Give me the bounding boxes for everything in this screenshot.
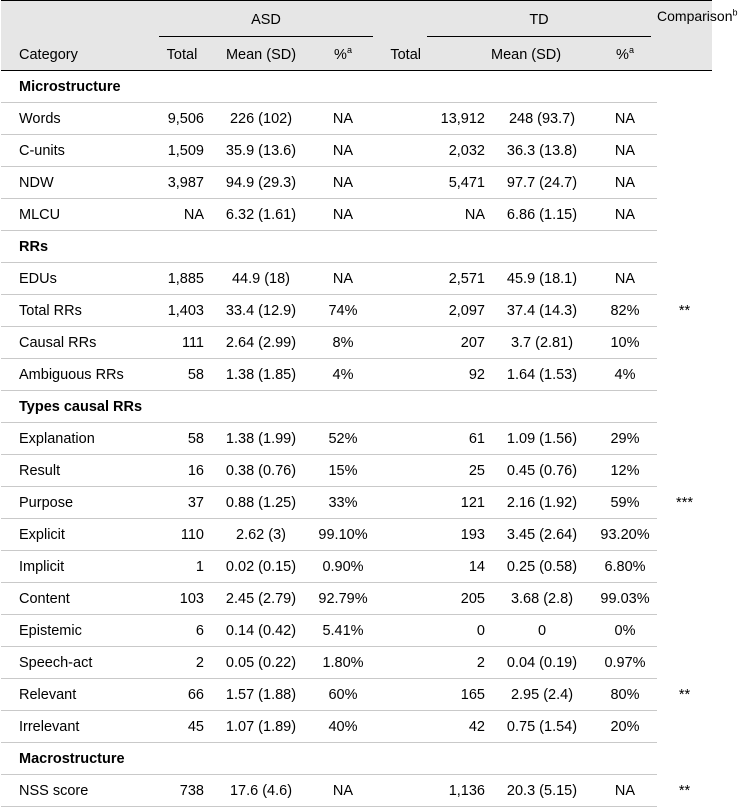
comparison-cell xyxy=(657,391,712,423)
asd-mean-cell: 0.88 (1.25) xyxy=(211,487,311,519)
td-pct-cell: 10% xyxy=(593,327,657,359)
td-pct-cell: 6.80% xyxy=(593,551,657,583)
td-total-cell: 61 xyxy=(375,423,491,455)
table-row xyxy=(1,583,712,615)
comparison-cell xyxy=(657,583,712,615)
comparison-footnote-marker: b xyxy=(732,7,738,18)
asd-total-header: Total xyxy=(153,40,211,71)
td-total-cell: 0 xyxy=(375,615,491,647)
comparison-cell xyxy=(657,551,712,583)
asd-mean-cell: 94.9 (29.3) xyxy=(211,167,311,199)
comparison-cell xyxy=(657,743,712,775)
asd-pct-cell: NA xyxy=(311,167,375,199)
td-pct-cell: 99.03% xyxy=(593,583,657,615)
table-row xyxy=(1,487,712,519)
comparison-cell xyxy=(657,135,712,167)
asd-group-header: ASD xyxy=(159,5,373,37)
td-pct-cell: NA xyxy=(593,103,657,135)
asd-pct-cell: 5.41% xyxy=(311,615,375,647)
td-mean-cell: 0.45 (0.76) xyxy=(491,455,593,487)
asd-total-cell: NA xyxy=(153,199,211,231)
td-mean-cell: 0.75 (1.54) xyxy=(491,711,593,743)
table-row xyxy=(1,135,712,167)
comparison-cell xyxy=(657,615,712,647)
comparison-cell xyxy=(657,103,712,135)
td-pct-cell: 29% xyxy=(593,423,657,455)
td-mean-cell: 6.86 (1.15) xyxy=(491,199,593,231)
td-mean-cell: 45.9 (18.1) xyxy=(491,263,593,295)
asd-mean-cell: 6.32 (1.61) xyxy=(211,199,311,231)
asd-pct-footnote-marker: a xyxy=(346,45,352,56)
asd-pct-cell: 92.79% xyxy=(311,583,375,615)
asd-pct-cell: 74% xyxy=(311,295,375,327)
asd-pct-cell: NA xyxy=(311,263,375,295)
td-pct-cell: NA xyxy=(593,199,657,231)
table-row xyxy=(1,167,712,199)
td-total-cell: 25 xyxy=(375,455,491,487)
asd-pct-cell: 1.80% xyxy=(311,647,375,679)
category-cell: Causal RRs xyxy=(1,327,153,359)
asd-mean-cell: 1.07 (1.89) xyxy=(211,711,311,743)
asd-total-cell: 16 xyxy=(153,455,211,487)
asd-mean-cell: 2.45 (2.79) xyxy=(211,583,311,615)
comparison-cell xyxy=(657,359,712,391)
td-mean-cell: 248 (93.7) xyxy=(491,103,593,135)
td-total-cell: 205 xyxy=(375,583,491,615)
results-table xyxy=(1,0,738,807)
comparison-cell xyxy=(657,167,712,199)
category-cell: Purpose xyxy=(1,487,153,519)
td-total-cell: 2,032 xyxy=(375,135,491,167)
category-cell: EDUs xyxy=(1,263,153,295)
td-total-cell: 2 xyxy=(375,647,491,679)
td-mean-cell: 37.4 (14.3) xyxy=(491,295,593,327)
category-cell: Explanation xyxy=(1,423,153,455)
comparison-cell xyxy=(657,711,712,743)
comparison-cell xyxy=(657,199,712,231)
asd-total-cell: 58 xyxy=(153,423,211,455)
td-pct-cell: NA xyxy=(593,263,657,295)
td-pct-footnote-marker: a xyxy=(628,45,634,56)
td-mean-cell: 3.7 (2.81) xyxy=(491,327,593,359)
table-row xyxy=(1,615,712,647)
section-header-row xyxy=(1,71,712,103)
category-cell: MLCU xyxy=(1,199,153,231)
category-cell: Speech-act xyxy=(1,647,153,679)
td-total-cell: 42 xyxy=(375,711,491,743)
td-total-cell: 207 xyxy=(375,327,491,359)
comparison-cell: ** xyxy=(678,686,691,703)
category-cell: C-units xyxy=(1,135,153,167)
category-cell: Ambiguous RRs xyxy=(1,359,153,391)
asd-pct-cell: NA xyxy=(311,199,375,231)
td-mean-header: Mean (SD) xyxy=(491,40,593,71)
asd-total-cell: 110 xyxy=(153,519,211,551)
comparison-cell xyxy=(657,327,712,359)
table-row xyxy=(1,295,712,327)
asd-pct-cell: 8% xyxy=(311,327,375,359)
table-row xyxy=(1,359,712,391)
category-cell: Implicit xyxy=(1,551,153,583)
asd-total-cell: 66 xyxy=(153,679,211,711)
asd-pct-cell: 52% xyxy=(311,423,375,455)
asd-pct-cell: NA xyxy=(311,135,375,167)
td-pct-cell: 93.20% xyxy=(593,519,657,551)
section-title: RRs xyxy=(1,231,657,263)
category-cell: Explicit xyxy=(1,519,153,551)
asd-pct-cell: 60% xyxy=(311,679,375,711)
td-mean-cell: 36.3 (13.8) xyxy=(491,135,593,167)
asd-total-cell: 1,509 xyxy=(153,135,211,167)
results-table-body xyxy=(1,71,712,807)
table-row xyxy=(1,327,712,359)
td-mean-cell: 2.95 (2.4) xyxy=(491,679,593,711)
td-total-cell: 2,097 xyxy=(375,295,491,327)
asd-total-cell: 111 xyxy=(153,327,211,359)
asd-mean-cell: 0.14 (0.42) xyxy=(211,615,311,647)
table-row xyxy=(1,199,712,231)
td-mean-cell: 0.04 (0.19) xyxy=(491,647,593,679)
asd-total-cell: 58 xyxy=(153,359,211,391)
table-row xyxy=(1,775,712,807)
comparison-header xyxy=(657,1,738,41)
section-title: Macrostructure xyxy=(1,743,657,775)
asd-total-cell: 1,403 xyxy=(153,295,211,327)
asd-mean-header: Mean (SD) xyxy=(211,40,311,71)
td-mean-cell: 1.64 (1.53) xyxy=(491,359,593,391)
comparison-cell xyxy=(657,71,712,103)
td-total-cell: 121 xyxy=(375,487,491,519)
asd-total-cell: 6 xyxy=(153,615,211,647)
category-column-header: Category xyxy=(1,40,153,71)
td-total-cell: NA xyxy=(375,199,491,231)
asd-mean-cell: 0.02 (0.15) xyxy=(211,551,311,583)
section-title: Microstructure xyxy=(1,71,657,103)
td-pct-cell: NA xyxy=(593,775,657,807)
td-mean-cell: 3.68 (2.8) xyxy=(491,583,593,615)
asd-mean-cell: 1.38 (1.99) xyxy=(211,423,311,455)
asd-mean-cell: 226 (102) xyxy=(211,103,311,135)
table-row xyxy=(1,551,712,583)
comparison-cell: ** xyxy=(678,302,691,319)
asd-total-cell: 1,885 xyxy=(153,263,211,295)
td-pct-cell: 80% xyxy=(593,679,657,711)
td-total-cell: 13,912 xyxy=(375,103,491,135)
td-pct-cell: 20% xyxy=(593,711,657,743)
asd-total-cell: 37 xyxy=(153,487,211,519)
category-cell: Irrelevant xyxy=(1,711,153,743)
td-total-header: Total xyxy=(375,40,425,71)
asd-pct-cell: NA xyxy=(311,103,375,135)
td-pct-header-label: % xyxy=(616,47,629,63)
comparison-cell xyxy=(657,231,712,263)
table-row xyxy=(1,679,712,711)
category-cell: Words xyxy=(1,103,153,135)
table-row xyxy=(1,103,712,135)
asd-total-cell: 3,987 xyxy=(153,167,211,199)
td-total-cell: 14 xyxy=(375,551,491,583)
section-header-row xyxy=(1,231,712,263)
asd-total-cell: 1 xyxy=(153,551,211,583)
table-row xyxy=(1,455,712,487)
table-row xyxy=(1,263,712,295)
td-mean-cell: 0 xyxy=(491,615,593,647)
category-cell: Total RRs xyxy=(1,295,153,327)
asd-pct-cell: NA xyxy=(311,775,375,807)
header-row-groups xyxy=(1,1,712,41)
td-total-cell: 1,136 xyxy=(375,775,491,807)
asd-pct-cell: 33% xyxy=(311,487,375,519)
asd-pct-cell: 40% xyxy=(311,711,375,743)
td-total-cell: 92 xyxy=(375,359,491,391)
asd-mean-cell: 17.6 (4.6) xyxy=(211,775,311,807)
comparison-cell: ** xyxy=(678,782,691,799)
category-cell: Result xyxy=(1,455,153,487)
comparison-cell xyxy=(657,647,712,679)
category-cell: NDW xyxy=(1,167,153,199)
td-mean-cell: 3.45 (2.64) xyxy=(491,519,593,551)
asd-mean-cell: 1.57 (1.88) xyxy=(211,679,311,711)
section-header-row xyxy=(1,743,712,775)
td-pct-header xyxy=(593,40,657,71)
asd-mean-cell: 0.38 (0.76) xyxy=(211,455,311,487)
comparison-header-label: Comparison xyxy=(657,8,733,24)
asd-pct-cell: 0.90% xyxy=(311,551,375,583)
asd-total-cell: 9,506 xyxy=(153,103,211,135)
comparison-cell xyxy=(657,455,712,487)
asd-total-cell: 45 xyxy=(153,711,211,743)
asd-mean-cell: 35.9 (13.6) xyxy=(211,135,311,167)
asd-total-cell: 2 xyxy=(153,647,211,679)
asd-mean-cell: 2.62 (3) xyxy=(211,519,311,551)
table-row xyxy=(1,519,712,551)
section-title: Types causal RRs xyxy=(1,391,657,423)
table-row xyxy=(1,711,712,743)
asd-total-cell: 738 xyxy=(153,775,211,807)
category-cell: Relevant xyxy=(1,679,153,711)
table-row xyxy=(1,647,712,679)
td-pct-cell: 0% xyxy=(593,615,657,647)
asd-mean-cell: 2.64 (2.99) xyxy=(211,327,311,359)
td-pct-cell: NA xyxy=(593,167,657,199)
comparison-cell: *** xyxy=(676,494,693,511)
td-total-cell: 2,571 xyxy=(375,263,491,295)
category-cell: Content xyxy=(1,583,153,615)
td-mean-cell: 2.16 (1.92) xyxy=(491,487,593,519)
td-pct-cell: NA xyxy=(593,135,657,167)
td-pct-cell: 59% xyxy=(593,487,657,519)
asd-mean-cell: 44.9 (18) xyxy=(211,263,311,295)
td-pct-cell: 4% xyxy=(593,359,657,391)
category-cell: Epistemic xyxy=(1,615,153,647)
asd-pct-header-label: % xyxy=(334,47,347,63)
section-header-row xyxy=(1,391,712,423)
td-total-cell: 165 xyxy=(375,679,491,711)
td-pct-cell: 82% xyxy=(593,295,657,327)
asd-total-cell: 103 xyxy=(153,583,211,615)
td-mean-cell: 0.25 (0.58) xyxy=(491,551,593,583)
td-group-header: TD xyxy=(427,5,651,37)
asd-pct-header xyxy=(311,40,375,71)
td-mean-cell: 97.7 (24.7) xyxy=(491,167,593,199)
header-row-columns xyxy=(1,40,712,71)
asd-mean-cell: 1.38 (1.85) xyxy=(211,359,311,391)
comparison-cell xyxy=(657,263,712,295)
category-cell: NSS score xyxy=(1,775,153,807)
table-row xyxy=(1,423,712,455)
asd-mean-cell: 0.05 (0.22) xyxy=(211,647,311,679)
asd-pct-cell: 4% xyxy=(311,359,375,391)
asd-mean-cell: 33.4 (12.9) xyxy=(211,295,311,327)
td-total-cell: 193 xyxy=(375,519,491,551)
asd-pct-cell: 99.10% xyxy=(311,519,375,551)
td-mean-cell: 20.3 (5.15) xyxy=(491,775,593,807)
comparison-cell xyxy=(657,519,712,551)
td-total-cell: 5,471 xyxy=(375,167,491,199)
comparison-cell xyxy=(657,423,712,455)
td-pct-cell: 12% xyxy=(593,455,657,487)
asd-pct-cell: 15% xyxy=(311,455,375,487)
td-pct-cell: 0.97% xyxy=(593,647,657,679)
td-mean-cell: 1.09 (1.56) xyxy=(491,423,593,455)
